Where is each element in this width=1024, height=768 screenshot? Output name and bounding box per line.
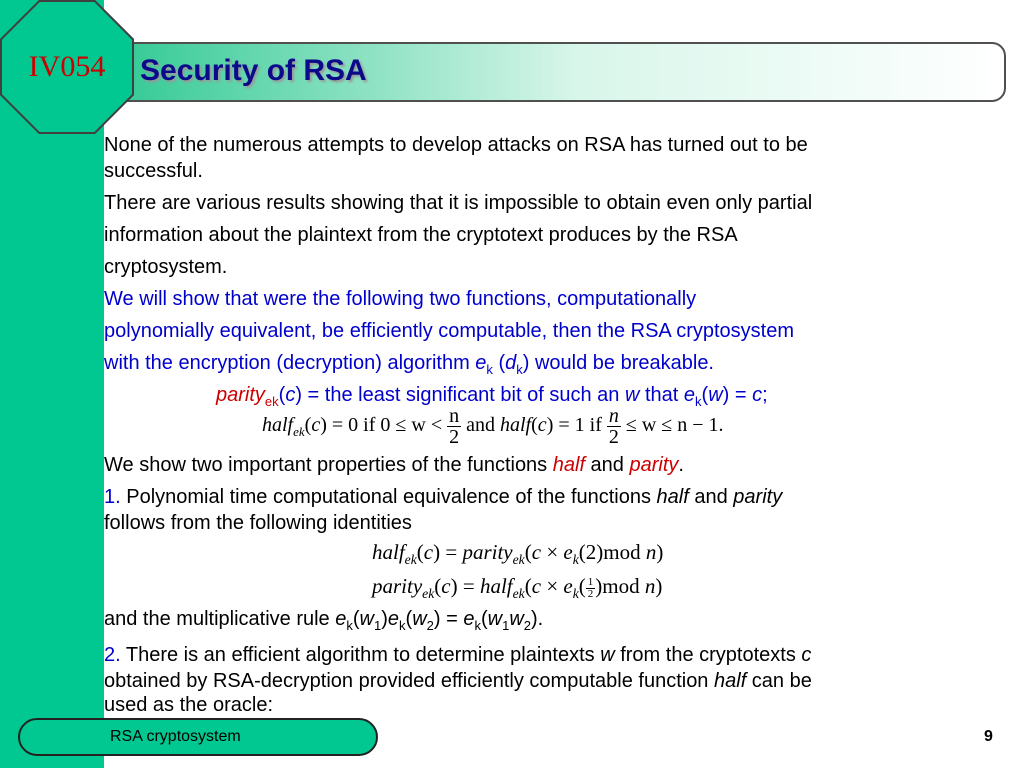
paragraph-2-line-1: There are various results showing that it is impossible to obtain even only partial xyxy=(104,192,813,214)
item-1-text: Polynomial time computational equivalence of the functions xyxy=(120,486,657,508)
item-1-half: half xyxy=(656,486,689,508)
page-number: 9 xyxy=(984,728,993,745)
identity-formula-1: half$_{ek}$(c) = parity$_{ek}$(c × $e_k(2)mod$ n) xyxy=(372,540,664,568)
paragraph-4-and: and xyxy=(585,454,630,476)
paragraph-3-line-3-tail: would be breakable. xyxy=(529,352,714,374)
item-2-half: half xyxy=(714,670,747,692)
fraction-n-over-2-second: $\frac{n}{2}$ xyxy=(608,405,619,448)
identity-formula-2: parity$_{ek}$(c) = half$_{ek}$(c × $e_k$( $\frac{1}{2}$ )mod n) xyxy=(372,574,663,602)
half-definition-formula: half$_{ek}$(c) = 0 if 0 ≤ w < $\frac{n}{2}$ and half(c) = 1 if $\frac{n}{2}$ ≤ w ≤ n − 1. xyxy=(262,405,724,448)
item-2-line-2-text: obtained by RSA-decryption provided efficiently computable function xyxy=(104,670,714,692)
paragraph-3-line-2: polynomially equivalent, be efficiently computable, then the RSA cryptosystem xyxy=(104,320,794,342)
half-def-if1: = 1 if xyxy=(558,414,602,437)
paragraph-3-line-3-text: with the encryption (decryption) algorithm xyxy=(104,352,476,374)
paragraph-2-line-3: cryptosystem. xyxy=(104,256,228,278)
paragraph-2-line-2: information about the plaintext from the cryptotext produces by the RSA xyxy=(104,224,738,246)
footer-label: RSA cryptosystem xyxy=(110,728,241,745)
item-1-parity: parity xyxy=(733,486,783,508)
paragraph-3-line-1: We will show that were the following two functions, computationally xyxy=(104,288,697,310)
parity-definition-text: = the least significant bit of such an xyxy=(307,384,620,406)
item-2-number: 2. xyxy=(104,644,121,666)
item-1-line-2: follows from the following identities xyxy=(104,512,412,534)
half-def-and: and xyxy=(466,414,495,437)
page-title: Security of RSA xyxy=(140,54,367,87)
course-badge xyxy=(0,0,134,134)
paragraph-4-text: We show two important properties of the functions xyxy=(104,454,553,476)
parity-term: parity xyxy=(629,454,679,476)
half-def-tail: ≤ w ≤ n − 1. xyxy=(625,414,724,437)
item-2-line-2-tail: can be xyxy=(746,670,812,692)
fraction-n-over-2: $\frac{n}{2}$ xyxy=(449,405,460,448)
item-2-text: There is an efficient algorithm to determine plaintexts xyxy=(120,644,601,666)
paragraph-3-line-3: with the encryption (decryption) algorithm $e_k$ $(d_k)$ would be breakable. xyxy=(104,352,714,377)
half-term: half xyxy=(552,454,585,476)
paragraph-1-line-1: None of the numerous attempts to develop attacks on RSA has turned out to be xyxy=(104,134,808,156)
multiplicative-rule: and the multiplicative rule $e_k(w_1)e_k(w_2) = e_k(w_1w_2)$. xyxy=(104,608,544,633)
item-2-line-2 xyxy=(104,670,812,693)
item-1-number: 1. xyxy=(104,486,121,508)
parity-that: that xyxy=(644,384,679,406)
item-2-line-1: 2. There is an efficient algorithm to determine plaintexts w from the cryptotexts c xyxy=(104,644,812,666)
item-1-line-1: 1. Polynomial time computational equivalence of the functions half and parity xyxy=(104,486,783,508)
multiplicative-rule-text: and the multiplicative rule xyxy=(104,608,336,630)
item-2-line-3: used as the oracle: xyxy=(104,694,273,716)
half-def-if0: = 0 if 0 ≤ w < xyxy=(331,414,443,437)
item-2-text-mid: from the cryptotexts xyxy=(614,644,802,666)
paragraph-1-line-2: successful. xyxy=(104,160,203,182)
course-code: IV054 xyxy=(28,50,106,83)
paragraph-4: We show two important properties of the functions half and parity. xyxy=(104,454,684,476)
parity-definition: parity$_{ek}$(c) = the least significant bit of such an w that $e_k(w) = c$; xyxy=(216,384,768,409)
